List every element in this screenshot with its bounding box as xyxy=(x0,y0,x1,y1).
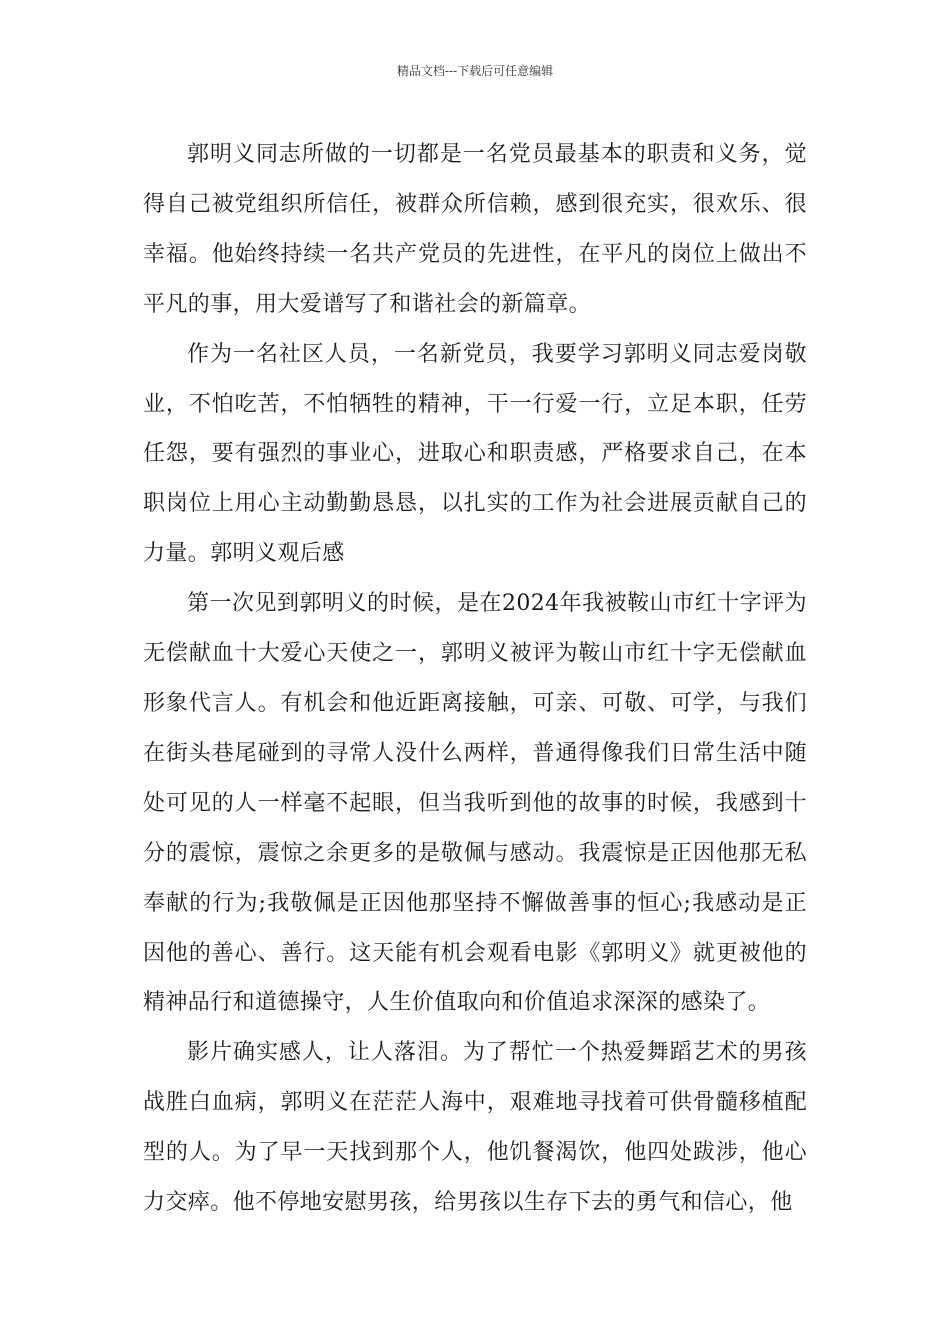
paragraph-1: 郭明义同志所做的一切都是一名党员最基本的职责和义务，觉得自己被党组织所信任，被群众所信赖，感到很充实，很欢乐、很幸福。他始终持续一名共产党员的先进性，在平凡的岗位上做出不平凡的事，用大爱谱写了和谐社会的新篇章。 xyxy=(143,142,807,317)
document-body xyxy=(143,130,807,1228)
paragraph-2: 作为一名社区人员，一名新党员，我要学习郭明义同志爱岗敬业，不怕吃苦，不怕牺牲的精神，干一行爱一行，立足本职，任劳任怨，要有强烈的事业心，进取心和职责感，严格要求自己，在本职岗位上用心主动勤勤恳恳，以扎实的工作为社会进展贡献自己的力量。郭明义观后感 xyxy=(143,341,807,567)
page-header: 精品文档---下载后可任意编辑 xyxy=(396,64,554,78)
paragraph-3: 第一次见到郭明义的时候，是在2024年我被鞍山市红十字评为无偿献血十大爱心天使之一，郭明义被评为鞍山市红十字无偿献血形象代言人。有机会和他近距离接触，可亲、可敬、可学，与我们在街头巷尾碰到的寻常人没什么两样，普通得像我们日常生活中随处可见的人一样毫不起眼，但当我听到他的故事的时候，我感到十分的震惊，震惊之余更多的是敬佩与感动。我震惊是正因他那无私奉献的行为;我敬佩是正因他那坚持不懈做善事的恒心;我感动是正因他的善心、善行。这天能有机会观看电影《郭明义》就更被他的精神品行和道德操守，人生价值取向和价值追求深深的感染了。 xyxy=(143,591,807,1016)
paragraph-4: 影片确实感人，让人落泪。为了帮忙一个热爱舞蹈艺术的男孩战胜白血病，郭明义在茫茫人海中，艰难地寻找着可供骨髓移植配型的人。为了早一天找到那个人，他饥餐渴饮，他四处跋涉，他心力交瘁。他不停地安慰男孩，给男孩以生存下去的勇气和信心，他 xyxy=(143,1040,807,1216)
